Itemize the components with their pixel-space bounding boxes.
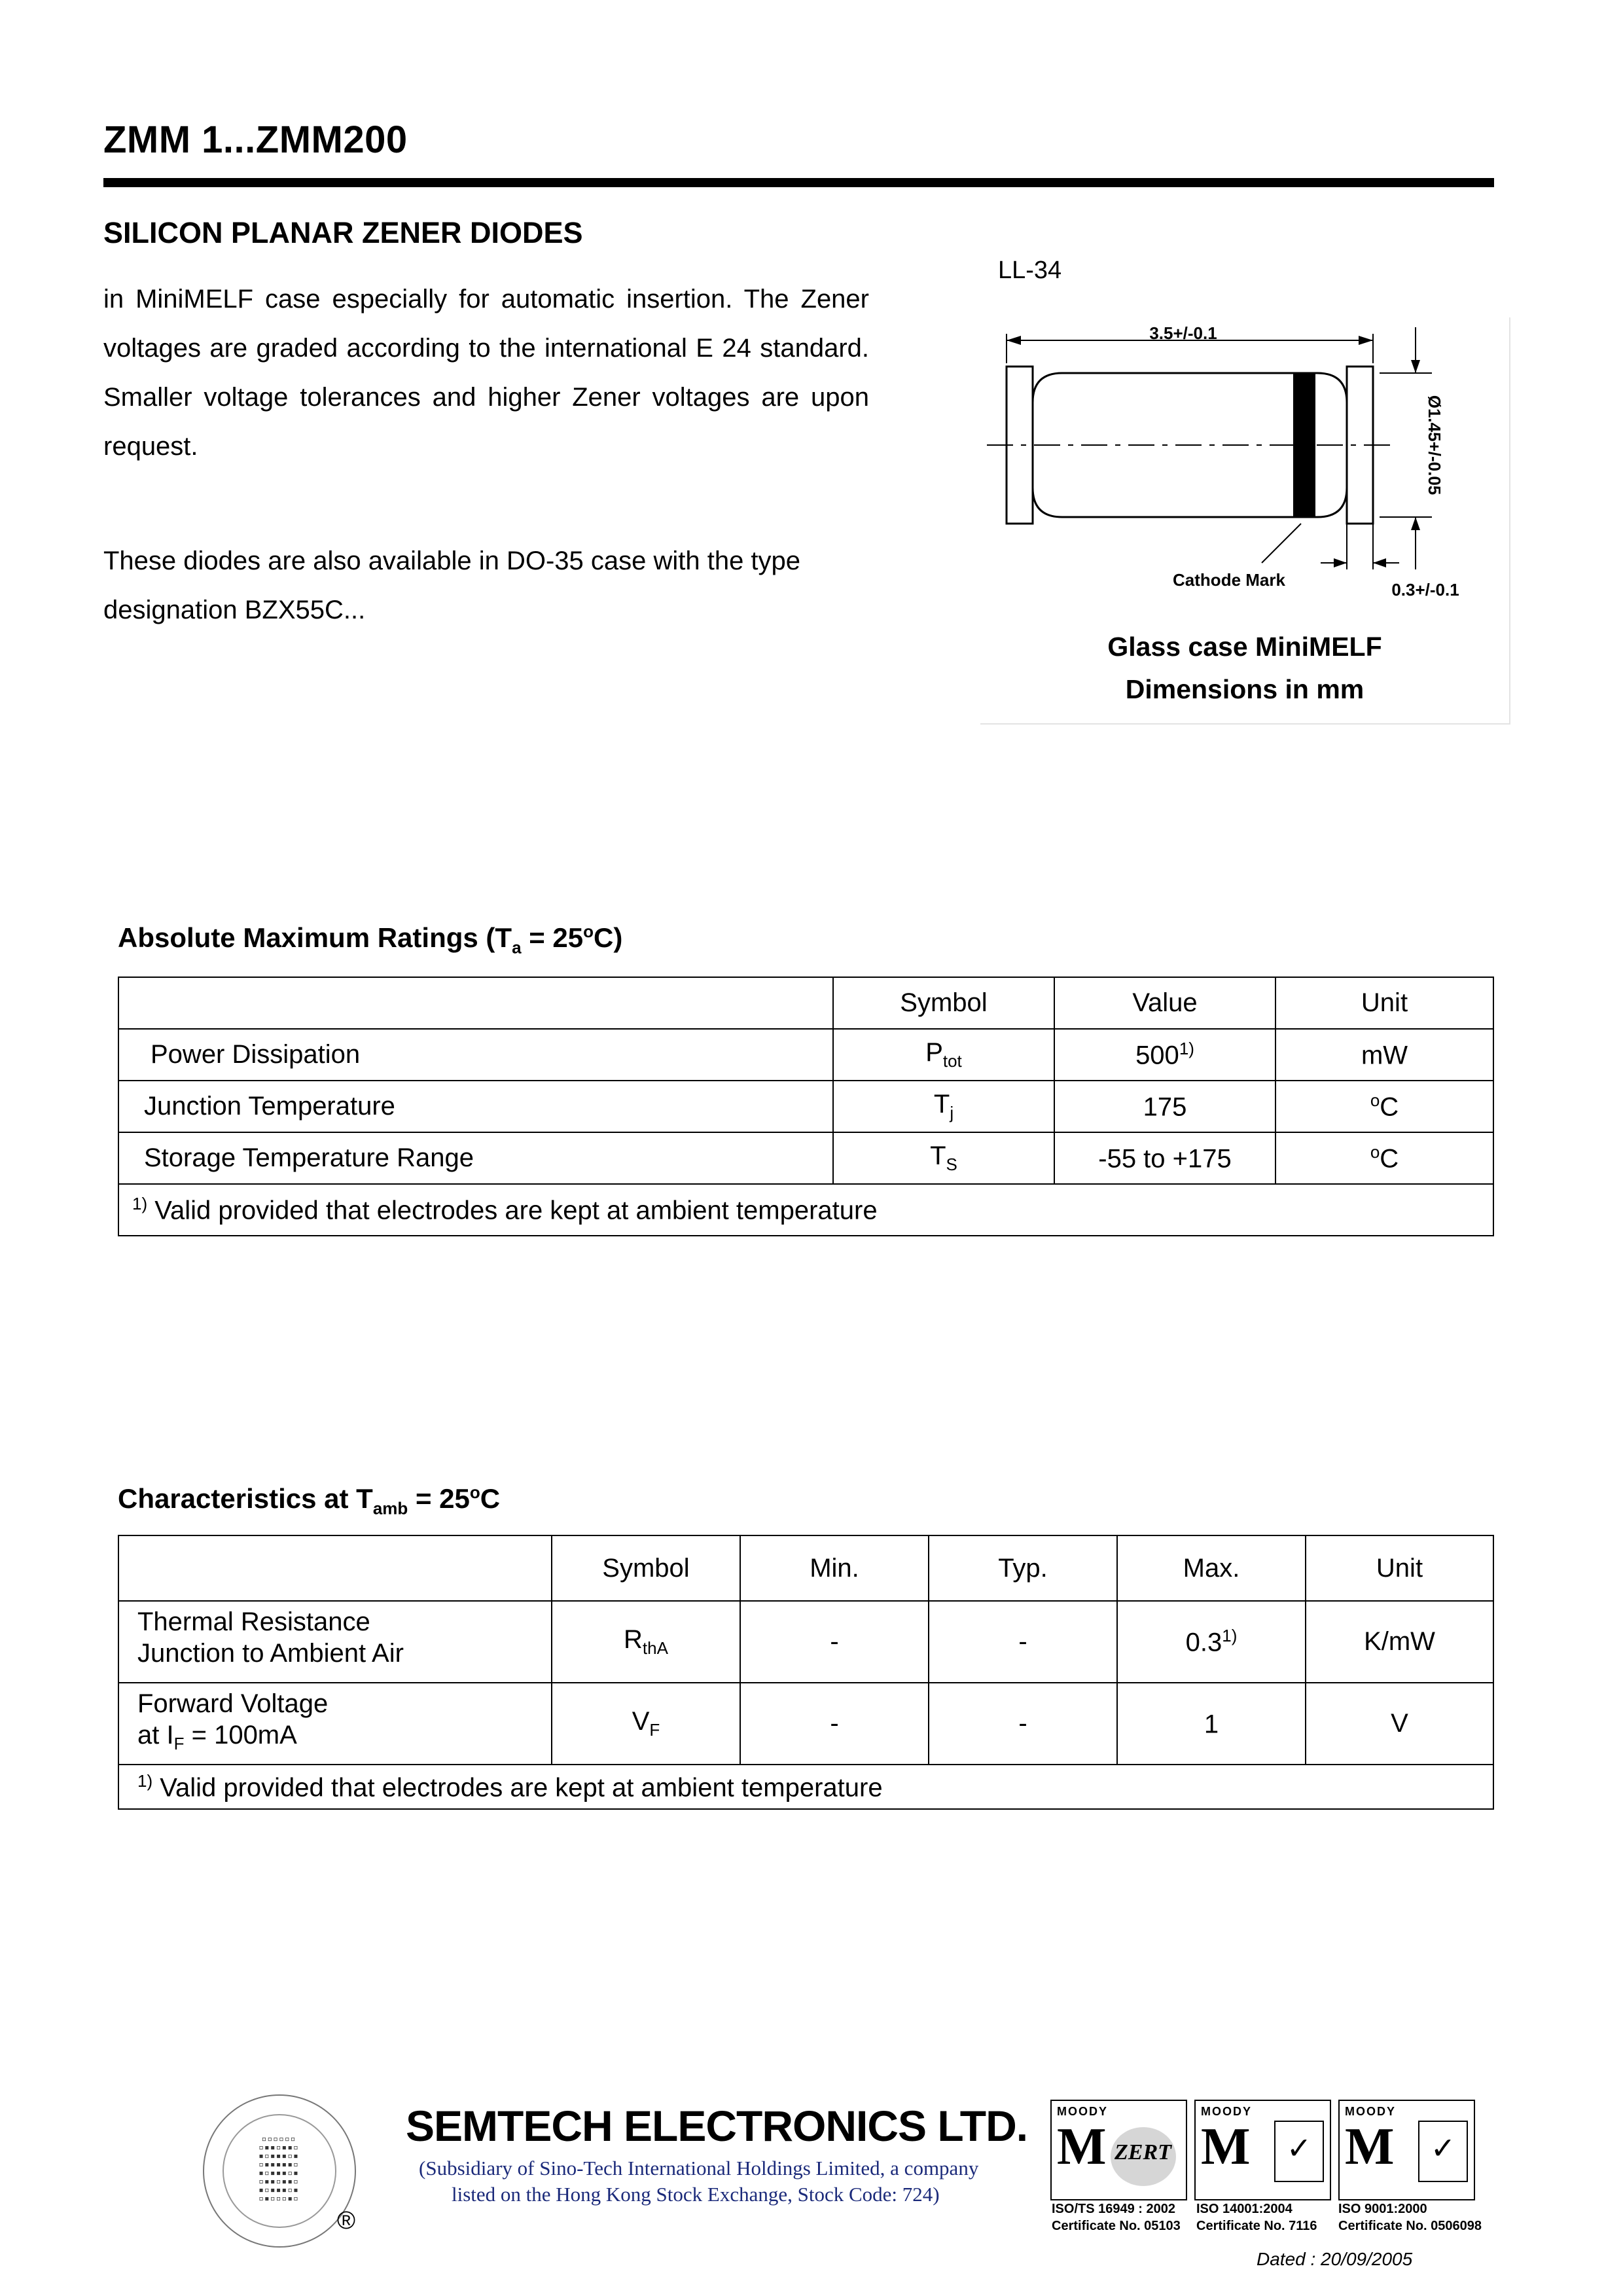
- param-name: Forward Voltage at $I_F = 100mA$: [118, 1683, 552, 1765]
- table-row: [118, 1132, 1493, 1184]
- package-diagram: [980, 308, 1509, 622]
- table-header-row: [118, 977, 1493, 1029]
- cert-text-iso-ts-16949: ISO/TS 16949 : 2002 Certificate No. 05103: [1052, 2202, 1181, 2233]
- param-name: Power Dissipation: [118, 1029, 833, 1081]
- min-cell: -: [740, 1601, 929, 1683]
- title-rule: [103, 178, 1494, 187]
- table-header-row: [118, 1535, 1493, 1601]
- column-header: Min.: [740, 1535, 929, 1601]
- unit-cell: mW: [1275, 1029, 1493, 1081]
- package-caption-line1: Glass case MiniMELF: [1107, 632, 1382, 662]
- symbol-cell: $R_{thA}$: [552, 1601, 740, 1683]
- abs-max-title: Absolute Maximum Ratings $(T_a = 25^oC)$: [118, 922, 623, 958]
- unit-cell: K/mW: [1306, 1601, 1493, 1683]
- characteristics-title: Characteristics at $T_{amb} = 25^oC$: [118, 1482, 501, 1518]
- column-header: Value: [1054, 977, 1275, 1029]
- cert-logo-iso-9001: MOODY M ✓: [1338, 2100, 1475, 2200]
- column-header: Symbol: [833, 977, 1054, 1029]
- cert-logo-iso-ts-16949: MOODY M ZERT: [1050, 2100, 1187, 2200]
- symbol-cell: $T_j$: [833, 1081, 1054, 1132]
- footnote: $^{1)}$ Valid provided that electrodes are kept at ambient temperature: [118, 1765, 1493, 1809]
- intro-paragraph: in MiniMELF case especially for automatic insertion. The Zener voltages are graded according to the international E 24 standard. Smaller voltage tolerances and higher Zener voltages are upon request.: [103, 285, 869, 461]
- max-cell: 0.3$^{1)}$: [1117, 1601, 1306, 1683]
- value-cell: -55 to +175: [1054, 1132, 1275, 1184]
- section-heading: SILICON PLANAR ZENER DIODES: [103, 216, 583, 249]
- footnote-row: [118, 1184, 1493, 1236]
- unit-cell: $^o$C: [1275, 1081, 1493, 1132]
- table-row: [118, 1029, 1493, 1081]
- param-name: Storage Temperature Range: [118, 1132, 833, 1184]
- symbol-cell: $T_S$: [833, 1132, 1054, 1184]
- company-logo-glyph: ▫▫▫▫▫▫ ▫▪▪▫▪▪▫ ▪▫▪▪▪▫▪ ▫▪▪▪▪▪▫ ▪▫▪▪▪▫▪ ▫▪▪▫▪▪▫ ▪▫▪▪▪▫▪ ▫▪▫▫▫▪▫: [259, 2134, 299, 2204]
- table-row: [118, 1081, 1493, 1132]
- column-header: Unit: [1275, 977, 1493, 1029]
- param-name: Thermal Resistance Junction to Ambient Air: [118, 1601, 552, 1683]
- cathode-mark-label: Cathode Mark: [1173, 570, 1285, 590]
- max-cell: 1: [1117, 1683, 1306, 1765]
- ukas-check-icon: ✓: [1418, 2121, 1468, 2182]
- table-row: [118, 1601, 1493, 1683]
- characteristics-table: [118, 1535, 1494, 1810]
- document-title: ZMM 1...ZMM200: [103, 118, 408, 161]
- length-dimension-label: 3.5+/-0.1: [1149, 323, 1217, 343]
- footnote: $^{1)}$ Valid provided that electrodes are kept at ambient temperature: [118, 1184, 1493, 1236]
- cert-logo-iso-14001: MOODY M ✓: [1194, 2100, 1331, 2200]
- unit-cell: V: [1306, 1683, 1493, 1765]
- typ-cell: -: [929, 1601, 1117, 1683]
- value-cell: 500$^{1)}$: [1054, 1029, 1275, 1081]
- diameter-dimension-label: Ø1.45+/-0.05: [1425, 395, 1444, 495]
- cert-text-iso-14001: ISO 14001:2004 Certificate No. 7116: [1196, 2202, 1317, 2233]
- package-caption-line2: Dimensions in mm: [1125, 674, 1364, 704]
- column-header: Unit: [1306, 1535, 1493, 1601]
- column-header: Typ.: [929, 1535, 1117, 1601]
- typ-cell: -: [929, 1683, 1117, 1765]
- end-cap-dimension-label: 0.3+/-0.1: [1391, 580, 1459, 600]
- availability-paragraph: These diodes are also available in DO-35 case with the type designation BZX55C...: [103, 547, 801, 624]
- symbol-cell: $P_{tot}$: [833, 1029, 1054, 1081]
- min-cell: -: [740, 1683, 929, 1765]
- document-date: Dated : 20/09/2005: [1257, 2249, 1413, 2269]
- column-header: Max.: [1117, 1535, 1306, 1601]
- symbol-cell: $V_F$: [552, 1683, 740, 1765]
- column-header: Symbol: [552, 1535, 740, 1601]
- company-subsidiary-line2: listed on the Hong Kong Stock Exchange, Stock Code: 724): [452, 2183, 940, 2206]
- value-cell: 175: [1054, 1081, 1275, 1132]
- company-name: SEMTECH ELECTRONICS LTD.: [406, 2102, 1028, 2150]
- package-label: LL-34: [998, 257, 1062, 284]
- table-row: [118, 1683, 1493, 1765]
- cert-text-iso-9001: ISO 9001:2000 Certificate No. 0506098: [1338, 2202, 1482, 2233]
- footnote-row: [118, 1765, 1493, 1809]
- param-name: Junction Temperature: [118, 1081, 833, 1132]
- abs-max-table: [118, 977, 1494, 1236]
- registered-mark: ®: [337, 2207, 355, 2234]
- company-subsidiary-line1: (Subsidiary of Sino-Tech International Holdings Limited, a company: [419, 2157, 979, 2179]
- ukas-check-icon: ✓: [1274, 2121, 1324, 2182]
- unit-cell: $^o$C: [1275, 1132, 1493, 1184]
